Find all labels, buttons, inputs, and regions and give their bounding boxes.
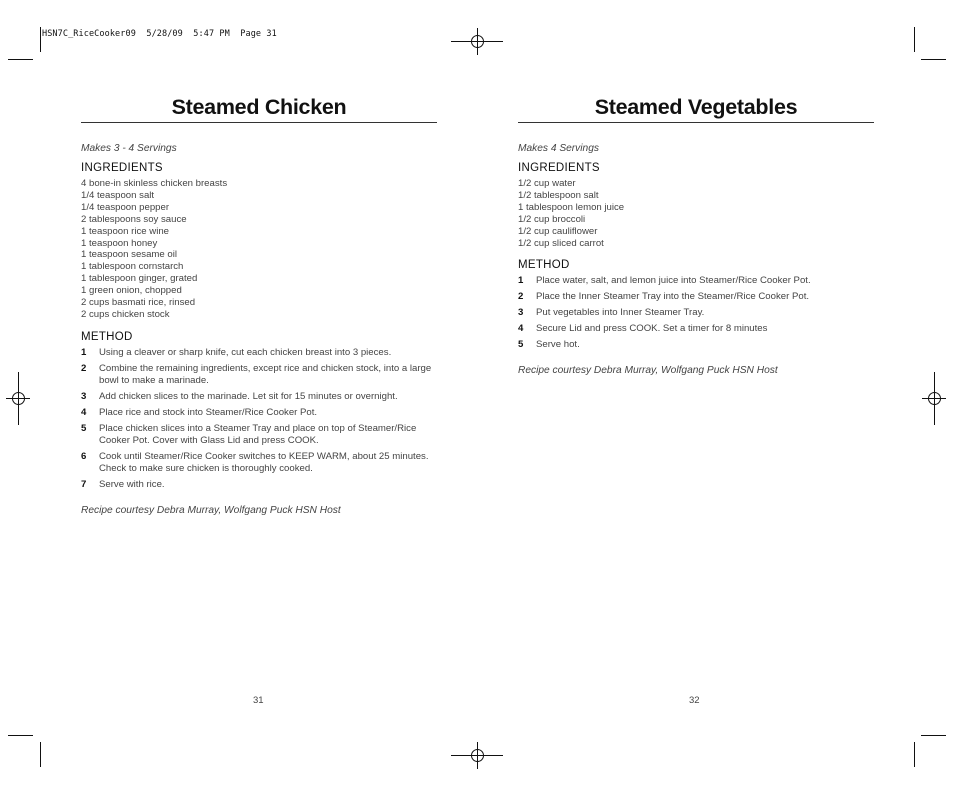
list-item: 2 tablespoons soy sauce bbox=[81, 213, 187, 225]
method-step bbox=[518, 307, 874, 319]
step-number: 2 bbox=[518, 291, 524, 303]
step-number: 4 bbox=[518, 323, 524, 335]
registration-mark bbox=[6, 372, 30, 425]
list-item: 1 teaspoon honey bbox=[81, 237, 158, 249]
servings: Makes 4 Servings bbox=[518, 143, 599, 154]
step-text: Place water, salt, and lemon juice into Steamer/Rice Cooker Pot. bbox=[536, 275, 811, 287]
list-item: 2 cups basmati rice, rinsed bbox=[81, 297, 196, 309]
method-step bbox=[81, 451, 437, 475]
step-number: 2 bbox=[81, 362, 87, 374]
step-number: 4 bbox=[81, 406, 87, 418]
list-item: 1/2 tablespoon salt bbox=[518, 189, 599, 201]
method-steps bbox=[518, 275, 874, 351]
step-text: Serve hot. bbox=[536, 339, 580, 351]
step-text: Combine the remaining ingredients, except rice and chicken stock, into a large bowl to make a marinade. bbox=[99, 362, 432, 386]
method-step bbox=[81, 391, 437, 403]
step-text: Serve with rice. bbox=[99, 478, 165, 490]
list-item: 1/4 teaspoon pepper bbox=[81, 201, 170, 213]
step-number: 1 bbox=[518, 275, 524, 287]
list-item: 4 bone-in skinless chicken breasts bbox=[81, 178, 228, 189]
step-number: 3 bbox=[81, 390, 87, 402]
list-item: 1/2 cup cauliflower bbox=[518, 225, 598, 237]
step-number: 7 bbox=[81, 478, 87, 490]
list-item: 1 tablespoon lemon juice bbox=[518, 201, 625, 213]
registration-mark bbox=[451, 742, 503, 769]
method-step bbox=[518, 291, 874, 303]
left-page bbox=[81, 92, 437, 516]
list-item: 1 teaspoon rice wine bbox=[81, 225, 169, 237]
step-text: Add chicken slices to the marinade. Let sit for 15 minutes or overnight. bbox=[99, 390, 398, 402]
right-page bbox=[518, 92, 874, 376]
step-number: 5 bbox=[518, 339, 524, 351]
list-item: 2 cups chicken stock bbox=[81, 308, 170, 320]
ingredients-heading: INGREDIENTS bbox=[518, 162, 600, 174]
list-item: 1/2 cup water bbox=[518, 178, 576, 189]
registration-mark bbox=[922, 372, 946, 425]
method-step bbox=[518, 275, 874, 287]
list-item: 1/4 teaspoon salt bbox=[81, 189, 155, 201]
page-number: 32 bbox=[689, 695, 700, 706]
list-item: 1 tablespoon cornstarch bbox=[81, 261, 184, 273]
list-item: 1 tablespoon ginger, grated bbox=[81, 273, 198, 285]
step-text: Using a cleaver or sharp knife, cut each chicken breast into 3 pieces. bbox=[99, 346, 392, 358]
ingredients-list bbox=[518, 178, 874, 249]
step-text: Place rice and stock into Steamer/Rice Cooker Pot. bbox=[99, 406, 318, 418]
method-step bbox=[81, 423, 437, 447]
ingredients-list bbox=[81, 178, 437, 321]
print-slug-line: HSN7C_RiceCooker09 5/28/09 5:47 PM Page 31 bbox=[42, 29, 277, 39]
method-step bbox=[81, 407, 437, 419]
step-text: Secure Lid and press COOK. Set a timer for 8 minutes bbox=[536, 323, 768, 335]
method-heading: METHOD bbox=[518, 259, 570, 272]
registration-mark bbox=[451, 28, 503, 55]
recipe-credit: Recipe courtesy Debra Murray, Wolfgang Puck HSN Host bbox=[518, 365, 778, 377]
page-title: Steamed Chicken bbox=[81, 92, 437, 123]
method-heading: METHOD bbox=[81, 330, 133, 343]
ingredients-heading: INGREDIENTS bbox=[81, 162, 163, 174]
step-text: Put vegetables into Inner Steamer Tray. bbox=[536, 307, 705, 319]
servings: Makes 3 - 4 Servings bbox=[81, 143, 177, 154]
method-step bbox=[81, 363, 437, 387]
step-text: Cook until Steamer/Rice Cooker switches to KEEP WARM, about 25 minutes. Check to make sure chicken is thoroughly cooked. bbox=[99, 450, 429, 474]
method-steps bbox=[81, 347, 437, 491]
method-step bbox=[518, 339, 874, 351]
method-step bbox=[81, 479, 437, 491]
list-item: 1/2 cup broccoli bbox=[518, 213, 586, 225]
recipe-credit: Recipe courtesy Debra Murray, Wolfgang Puck HSN Host bbox=[81, 504, 341, 516]
method-step bbox=[518, 323, 874, 335]
step-number: 5 bbox=[81, 422, 87, 434]
page-number: 31 bbox=[253, 695, 264, 706]
step-number: 3 bbox=[518, 307, 524, 319]
method-step bbox=[81, 347, 437, 359]
list-item: 1 teaspoon sesame oil bbox=[81, 249, 177, 261]
list-item: 1/2 cup sliced carrot bbox=[518, 237, 604, 249]
step-text: Place the Inner Steamer Tray into the Steamer/Rice Cooker Pot. bbox=[536, 291, 810, 303]
step-number: 1 bbox=[81, 346, 87, 358]
step-text: Place chicken slices into a Steamer Tray and place on top of Steamer/Rice Cooker Pot. Cover with Glass Lid and press COOK. bbox=[99, 422, 417, 446]
page-title: Steamed Vegetables bbox=[518, 92, 874, 123]
step-number: 6 bbox=[81, 450, 87, 462]
list-item: 1 green onion, chopped bbox=[81, 285, 182, 297]
